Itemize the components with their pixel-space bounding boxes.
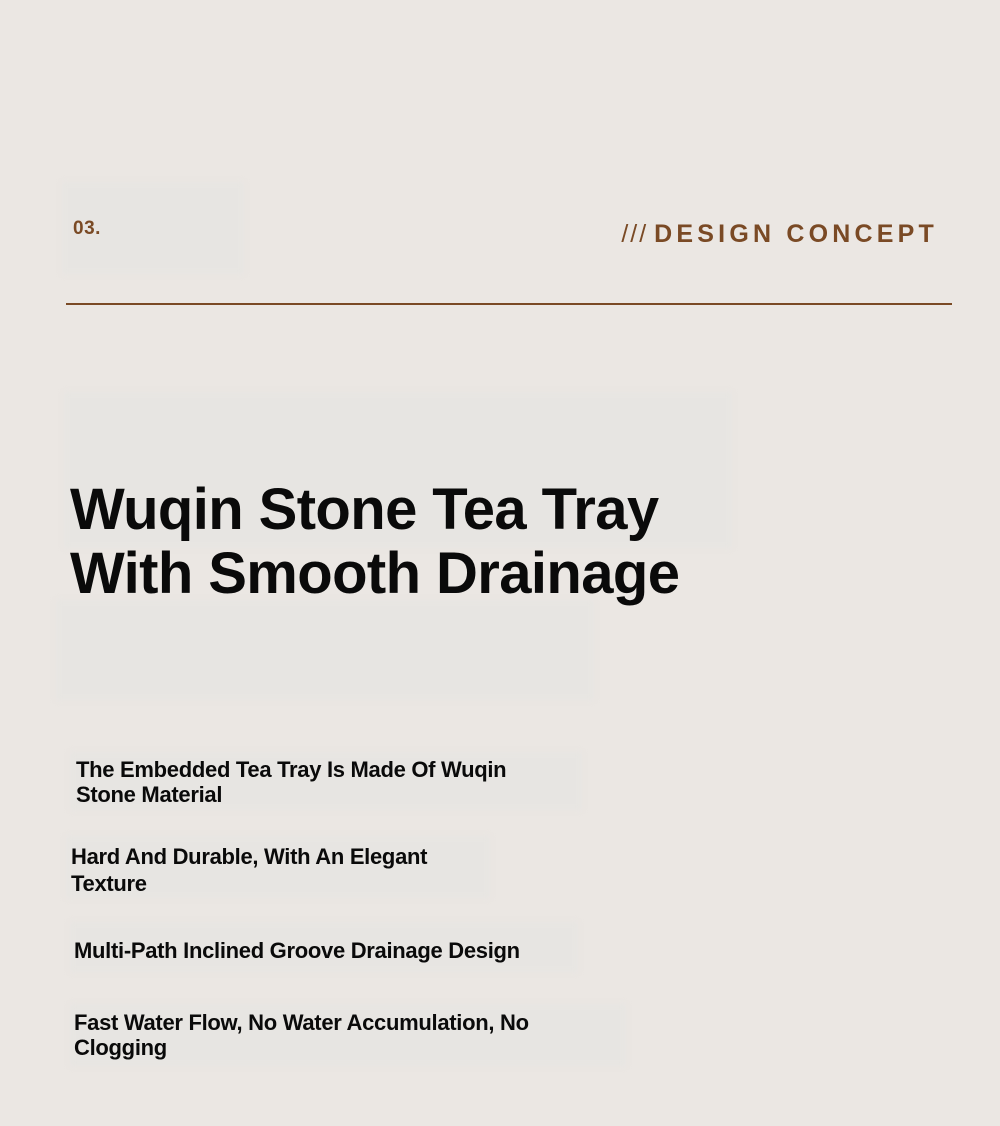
section-label xyxy=(621,220,938,249)
feature-item-drainage-design xyxy=(74,938,520,963)
feature-text-line-1: Hard And Durable, With An Elegant xyxy=(71,844,428,869)
page-title-line-2: With Smooth Drainage xyxy=(70,541,680,606)
feature-item-water-flow xyxy=(74,1010,529,1060)
section-label-text: DESIGN CONCEPT xyxy=(654,220,938,248)
page-title xyxy=(70,478,679,606)
header-divider xyxy=(66,303,952,305)
feature-item-durability xyxy=(71,843,427,897)
feature-text-line-1: The Embedded Tea Tray Is Made Of Wuqin xyxy=(76,757,507,782)
feature-text-line-1: Fast Water Flow, No Water Accumulation, No xyxy=(74,1010,529,1035)
feature-item-material xyxy=(76,757,506,807)
section-label-slashes: /// xyxy=(621,220,649,248)
feature-text-line-2: Stone Material xyxy=(76,782,223,807)
feature-text-line-2: Clogging xyxy=(74,1035,167,1060)
section-number: 03. xyxy=(73,218,101,239)
page-title-line-1: Wuqin Stone Tea Tray xyxy=(70,477,659,542)
feature-text-line-2: Texture xyxy=(71,871,147,896)
background-patch xyxy=(56,600,594,700)
feature-text-line-1: Multi-Path Inclined Groove Drainage Design xyxy=(74,938,520,963)
